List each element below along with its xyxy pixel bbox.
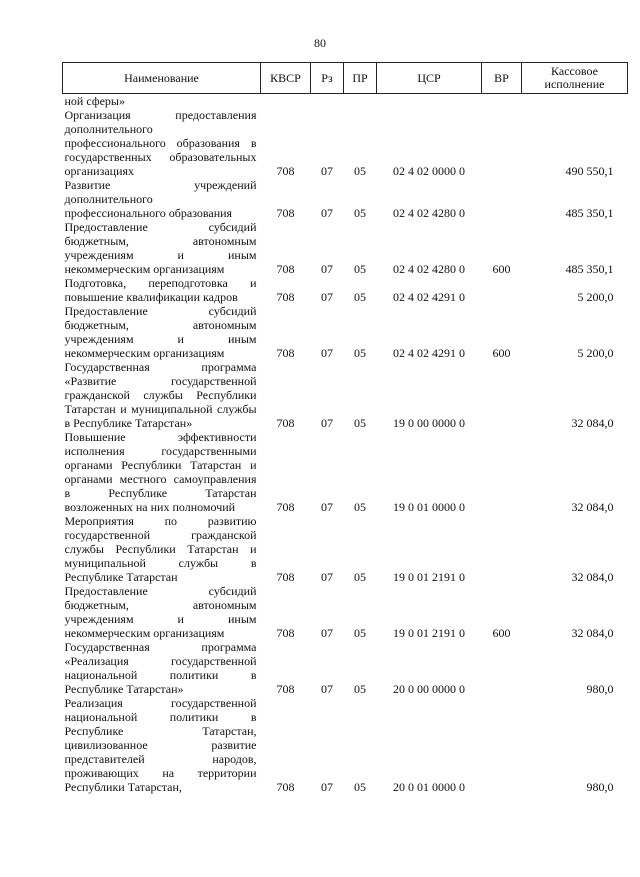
cell-amount: 485 350,1 [565,262,614,276]
cell-vr [482,360,522,430]
table-row [63,640,628,696]
cell-vr [482,696,522,794]
table-row [63,220,628,276]
cell-amount: 32 084,0 [571,626,614,640]
cell-rz: 07 [321,500,333,514]
cell-name: Государственная программа «Развитие государственной гражданской службы Республики Татарстан и муниципальной службы в Республике Татарстан» [64,360,257,430]
cell-csr: 02 4 02 0000 0 [393,164,465,178]
cell-name: Развитие учреждений дополнительного профессионального образования [64,178,257,220]
cell-vr [482,640,522,696]
cell-amount: 980,0 [586,682,614,696]
column-header-kvsr: КВСР [261,63,311,94]
cell-vr [482,94,522,109]
cell-pr: 05 [354,500,366,514]
cell-pr: 05 [354,262,366,276]
cell-pr: 05 [354,164,366,178]
cell-name: Мероприятия по развитию государственной гражданской службы Республики Татарстан и муниципальной службы в Республике Татарстан [64,514,257,584]
cell-kvsr: 708 [276,290,295,304]
cell-kvsr: 708 [276,626,295,640]
cell-pr: 05 [354,682,366,696]
cell-rz: 07 [321,626,333,640]
cell-rz: 07 [321,290,333,304]
column-header-pr: ПР [344,63,377,94]
cell-name: Предоставление субсидий бюджетным, автономным учреждениям и иным некоммерческим организациям [64,584,257,640]
table-row [63,514,628,584]
cell-amount: 32 084,0 [571,500,614,514]
column-header-name: Наименование [63,63,261,94]
column-header-amount: Кассовое исполнение [522,63,628,94]
table-row [63,94,628,109]
cell-kvsr: 708 [276,570,295,584]
cell-kvsr [261,94,311,109]
cell-amount: 485 350,1 [565,206,614,220]
budget-table [62,62,628,794]
table-row [63,584,628,640]
cell-vr [482,108,522,178]
cell-amount: 5 200,0 [577,290,614,304]
cell-name: Организация предоставления дополнительного профессионального образования в государственных образовательных организациях [64,108,257,178]
cell-amount: 980,0 [586,780,614,794]
cell-pr: 05 [354,346,366,360]
cell-name: ной сферы» [64,94,125,108]
cell-kvsr: 708 [276,416,295,430]
cell-vr: 600 [492,262,511,276]
cell-amount [522,94,628,109]
table-row [63,108,628,178]
cell-kvsr: 708 [276,346,295,360]
table-row [63,696,628,794]
cell-vr: 600 [492,626,511,640]
cell-pr: 05 [354,290,366,304]
cell-rz: 07 [321,570,333,584]
cell-name: Реализация государственной национальной политики в Республике Татарстан, цивилизованное развитие представителей народов, проживающих на территории Республики Татарстан, [64,696,257,794]
cell-pr: 05 [354,206,366,220]
cell-rz: 07 [321,262,333,276]
cell-name: Повышение эффективности исполнения государственными органами Республики Татарстан и органами местного самоуправления в Республике Татарстан возложенных на них полномочий [64,430,257,514]
cell-kvsr: 708 [276,262,295,276]
column-header-csr: ЦСР [377,63,482,94]
table-body [63,94,628,795]
cell-rz: 07 [321,416,333,430]
cell-amount: 32 084,0 [571,416,614,430]
cell-pr: 05 [354,780,366,794]
cell-csr: 02 4 02 4280 0 [393,262,465,276]
cell-amount: 32 084,0 [571,570,614,584]
cell-csr: 20 0 01 0000 0 [393,780,465,794]
cell-amount: 490 550,1 [565,164,614,178]
cell-csr: 19 0 01 0000 0 [393,500,465,514]
cell-csr: 20 0 00 0000 0 [393,682,465,696]
column-header-vr: ВР [482,63,522,94]
cell-rz: 07 [321,780,333,794]
table-row [63,178,628,220]
cell-name: Предоставление субсидий бюджетным, автономным учреждениям и иным некоммерческим организациям [64,220,257,276]
cell-vr: 600 [492,346,511,360]
cell-rz: 07 [321,206,333,220]
cell-vr [482,276,522,304]
cell-pr: 05 [354,626,366,640]
cell-name: Государственная программа «Реализация государственной национальной политики в Республике Татарстан» [64,640,257,696]
cell-name: Предоставление субсидий бюджетным, автономным учреждениям и иным некоммерческим организациям [64,304,257,360]
page-number: 80 [314,36,326,50]
cell-csr: 19 0 00 0000 0 [393,416,465,430]
cell-rz: 07 [321,164,333,178]
table-row [63,430,628,514]
cell-vr [482,514,522,584]
cell-amount: 5 200,0 [577,346,614,360]
table-row [63,360,628,430]
table-header-row [63,63,628,94]
cell-csr: 02 4 02 4291 0 [393,290,465,304]
table-row [63,276,628,304]
cell-csr [377,94,482,109]
cell-kvsr: 708 [276,206,295,220]
cell-pr: 05 [354,570,366,584]
cell-kvsr: 708 [276,780,295,794]
cell-name: Подготовка, переподготовка и повышение квалификации кадров [64,276,257,304]
cell-pr: 05 [354,416,366,430]
cell-rz [311,94,344,109]
cell-csr: 19 0 01 2191 0 [393,570,465,584]
cell-kvsr: 708 [276,164,295,178]
cell-csr: 19 0 01 2191 0 [393,626,465,640]
table-row [63,304,628,360]
cell-pr [344,94,377,109]
cell-rz: 07 [321,346,333,360]
cell-rz: 07 [321,682,333,696]
column-header-rz: Рз [311,63,344,94]
cell-vr [482,178,522,220]
cell-vr [482,430,522,514]
cell-kvsr: 708 [276,682,295,696]
cell-csr: 02 4 02 4291 0 [393,346,465,360]
cell-kvsr: 708 [276,500,295,514]
cell-csr: 02 4 02 4280 0 [393,206,465,220]
